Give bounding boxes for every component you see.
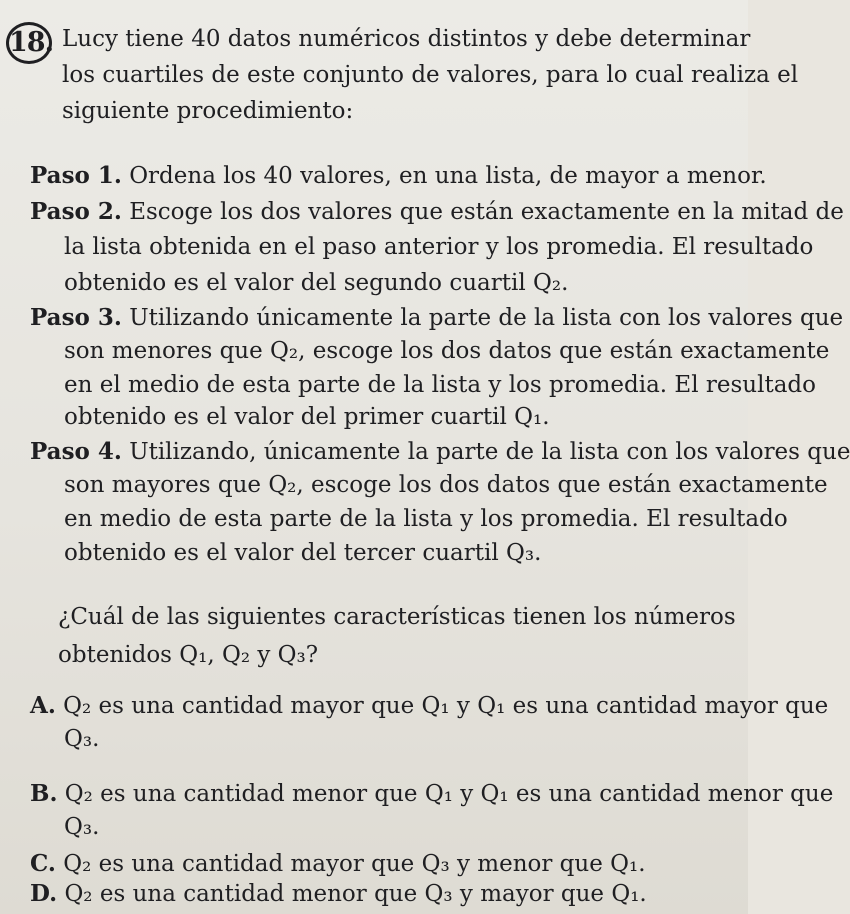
question-line-1: ¿Cuál de las siguientes características tienen los números xyxy=(58,604,736,630)
option-b-letter: B. xyxy=(30,780,58,807)
step-4-line-4: obtenido es el valor del tercer cuartil Q₃. xyxy=(64,540,542,566)
option-d-letter: D. xyxy=(30,880,58,907)
option-a-letter: A. xyxy=(30,692,56,719)
intro-line-3: siguiente procedimiento: xyxy=(62,98,354,124)
step-2-label: Paso 2. xyxy=(30,198,122,225)
option-b-text-2: Q₃. xyxy=(64,814,100,840)
intro-line-1: Lucy tiene 40 datos numéricos distintos y debe determinar xyxy=(62,26,751,52)
step-3-line-4: obtenido es el valor del primer cuartil Q₁. xyxy=(64,404,550,430)
step-4-line-1: Utilizando, únicamente la parte de la lista con los valores que xyxy=(129,439,850,465)
option-a-text-2: Q₃. xyxy=(64,726,100,752)
option-a-text: Q₂ es una cantidad mayor que Q₁ y Q₁ es una cantidad mayor que xyxy=(63,693,829,719)
step-3-line-1: Utilizando únicamente la parte de la lista con los valores que xyxy=(129,305,844,331)
option-d[interactable] xyxy=(30,882,647,906)
step-2 xyxy=(30,200,844,224)
step-1-label: Paso 1. xyxy=(30,162,122,189)
step-4-line-3: en medio de esta parte de la lista y los promedia. El resultado xyxy=(64,506,788,532)
option-c-text: Q₂ es una cantidad mayor que Q₃ y menor que Q₁. xyxy=(63,851,646,877)
step-2-line-3: obtenido es el valor del segundo cuartil Q₂. xyxy=(64,270,569,296)
step-2-line-2: la lista obtenida en el paso anterior y los promedia. El resultado xyxy=(64,234,814,260)
option-c-letter: C. xyxy=(30,850,56,877)
option-a[interactable] xyxy=(30,694,828,718)
step-4-line-2: son mayores que Q₂, escoge los dos datos que están exactamente xyxy=(64,472,828,498)
option-b[interactable] xyxy=(30,782,833,806)
step-2-line-1: Escoge los dos valores que están exactamente en la mitad de xyxy=(129,199,844,225)
step-3-line-2: son menores que Q₂, escoge los dos datos que están exactamente xyxy=(64,338,830,364)
step-1-line-1: Ordena los 40 valores, en una lista, de mayor a menor. xyxy=(129,163,767,189)
step-3 xyxy=(30,306,843,330)
step-3-line-3: en el medio de esta parte de la lista y los promedia. El resultado xyxy=(64,372,816,398)
step-4-label: Paso 4. xyxy=(30,438,122,465)
step-3-label: Paso 3. xyxy=(30,304,122,331)
option-b-text: Q₂ es una cantidad menor que Q₁ y Q₁ es una cantidad menor que xyxy=(64,781,834,807)
question-line-2: obtenidos Q₁, Q₂ y Q₃? xyxy=(58,642,319,668)
question-number: 18. xyxy=(6,22,52,64)
option-c[interactable] xyxy=(30,852,646,876)
option-d-text: Q₂ es una cantidad menor que Q₃ y mayor que Q₁. xyxy=(64,881,647,907)
intro-line-2: los cuartiles de este conjunto de valores, para lo cual realiza el xyxy=(62,62,799,88)
step-1 xyxy=(30,164,767,188)
step-4 xyxy=(30,440,850,464)
